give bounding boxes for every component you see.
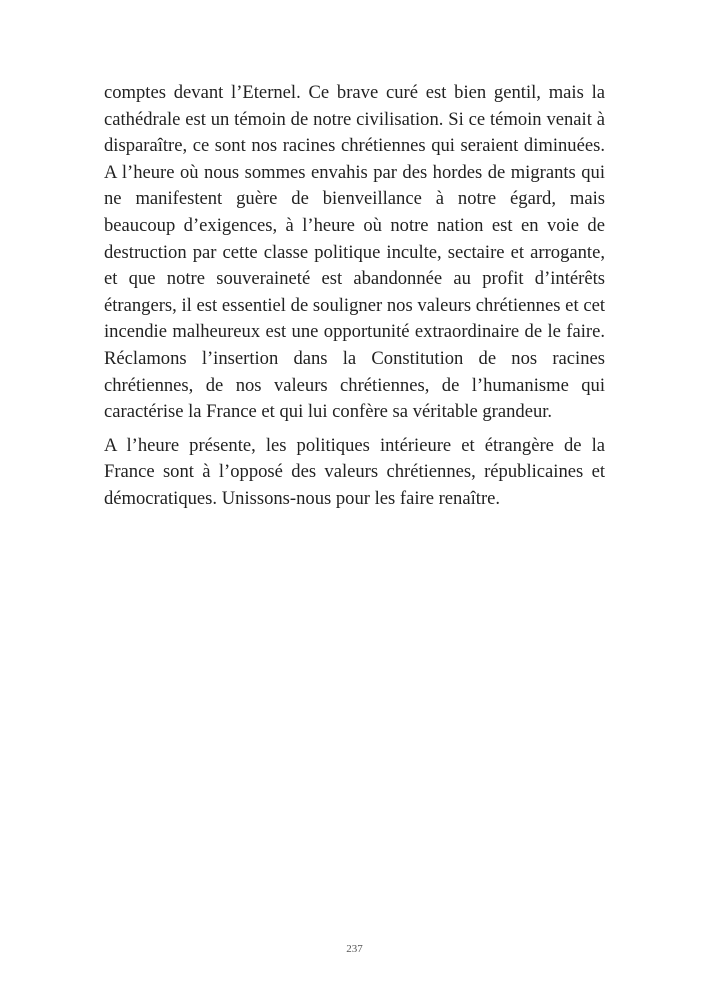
body-text [104,80,605,513]
page-number: 237 [346,943,363,955]
paragraph-1: comptes devant l’Eternel. Ce brave curé est bien gentil, mais la cathédrale est un témoin de notre civilisation. Si ce témoin venait à disparaître, ce sont nos racines chrétiennes qui seraient diminuées. A l’heure où nous sommes envahis par des hordes de migrants qui ne manifestent guère de bienveillance à notre égard, mais beaucoup d’exigences, à l’heure où notre nation est en voie de destruction par cette classe politique inculte, sectaire et arrogante, et que notre souveraineté est abandonnée au profit d’intérêts étrangers, il est essentiel de souligner nos valeurs chrétiennes et cet incendie malheureux est une opportunité extraordinaire de le faire. Réclamons l’insertion dans la Constitution de nos racines chrétiennes, de nos valeurs chrétiennes, de l’humanisme qui caractérise la France et qui lui confère sa véritable grandeur. [104,82,605,423]
paragraph-2: A l’heure présente, les politiques intérieure et étrangère de la France sont à l’opposé des valeurs chrétiennes, républicaines et démocratiques. Unissons-nous pour les faire renaître. [104,434,605,509]
